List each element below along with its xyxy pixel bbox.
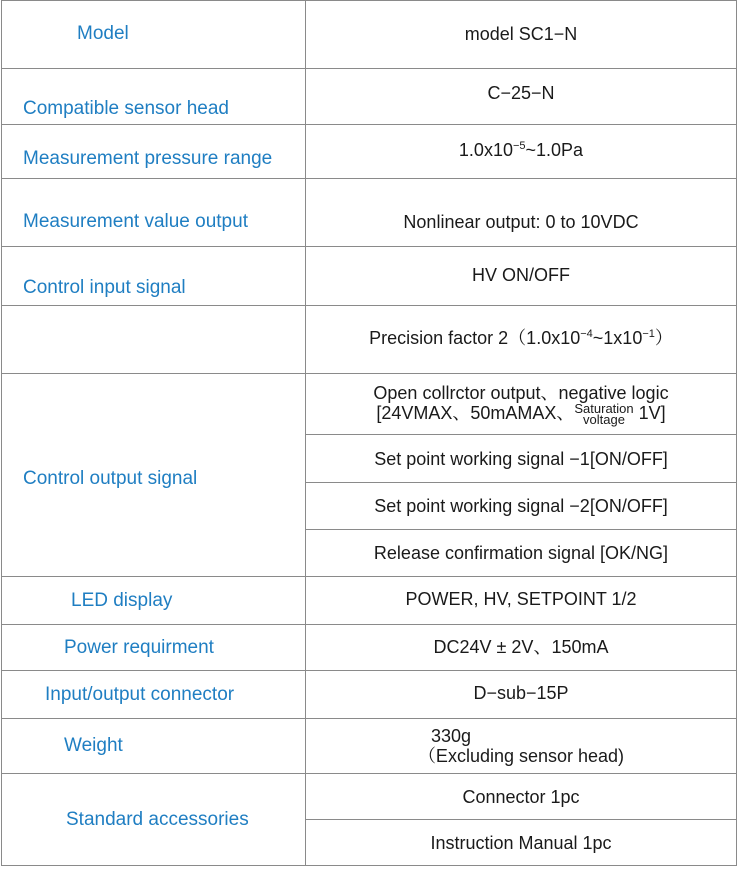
row-model [2,1,737,69]
weight-amount: 330g [430,726,472,746]
row-accessories-1 [2,774,737,820]
sensor-head-value: C−25−N [306,69,737,125]
connector-label: Input/output connector [2,671,306,719]
row-weight [2,719,737,774]
voltage-text: voltage [583,412,625,428]
accessory-connector: Connector 1pc [306,774,737,820]
power-label: Power requirment [2,625,306,671]
weight-note: （Excluding sensor head) [417,746,625,766]
row-value-output [2,179,737,247]
row-precision [2,306,737,374]
row-control-input [2,247,737,306]
row-led [2,577,737,625]
saturation-value: 1V] [633,402,666,423]
row-power [2,625,737,671]
precision-exponent-1: −4 [580,327,593,340]
accessory-manual: Instruction Manual 1pc [306,820,737,866]
release-confirmation-signal: Release confirmation signal [OK/NG] [306,530,737,577]
open-collector-line1: Open collrctor output、negative logic [373,382,669,403]
value-output-label: Measurement value output [2,179,306,247]
precision-mid: ~1x10 [592,327,643,348]
pressure-range-exponent: −5 [512,139,526,152]
spec-table [1,0,737,866]
precision-suffix: ） [654,327,673,348]
led-label: LED display [2,577,306,625]
connector-value: D−sub−15P [306,671,737,719]
pressure-range-label: Measurement pressure range [2,125,306,179]
accessories-label: Standard accessories [2,774,306,866]
sensor-head-label: Compatible sensor head [2,69,306,125]
precision-prefix: Precision factor 2（1.0x10 [369,327,581,348]
pressure-range-tail: ~1.0Pa [525,139,584,160]
precision-value [306,306,737,374]
pressure-range-value [306,125,737,179]
led-value: POWER, HV, SETPOINT 1/2 [306,577,737,625]
open-collector-ratings: [24VMAX、50mAMAX、 [376,402,575,423]
control-output-label: Control output signal [2,374,306,577]
setpoint-signal-1: Set point working signal −1[ON/OFF] [306,435,737,483]
open-collector-line2 [306,401,736,428]
value-output-value: Nonlinear output: 0 to 10VDC [306,179,737,247]
model-value: model SC1−N [306,1,737,69]
control-input-value: HV ON/OFF [306,247,737,306]
weight-value [306,719,737,774]
setpoint-signal-2: Set point working signal −2[ON/OFF] [306,483,737,530]
control-input-label: Control input signal [2,247,306,306]
row-control-output-1 [2,374,737,435]
control-output-open-collector [306,374,737,435]
model-label: Model [2,1,306,69]
row-pressure-range [2,125,737,179]
saturation-voltage-stack [574,401,634,428]
power-value: DC24V ± 2V、150mA [306,625,737,671]
precision-label [2,306,306,374]
saturation-text: Saturation [574,401,634,417]
row-connector [2,671,737,719]
weight-label: Weight [2,719,306,774]
row-sensor-head [2,69,737,125]
precision-exponent-2: −1 [642,327,655,340]
pressure-range-base: 1.0x10 [458,139,513,160]
